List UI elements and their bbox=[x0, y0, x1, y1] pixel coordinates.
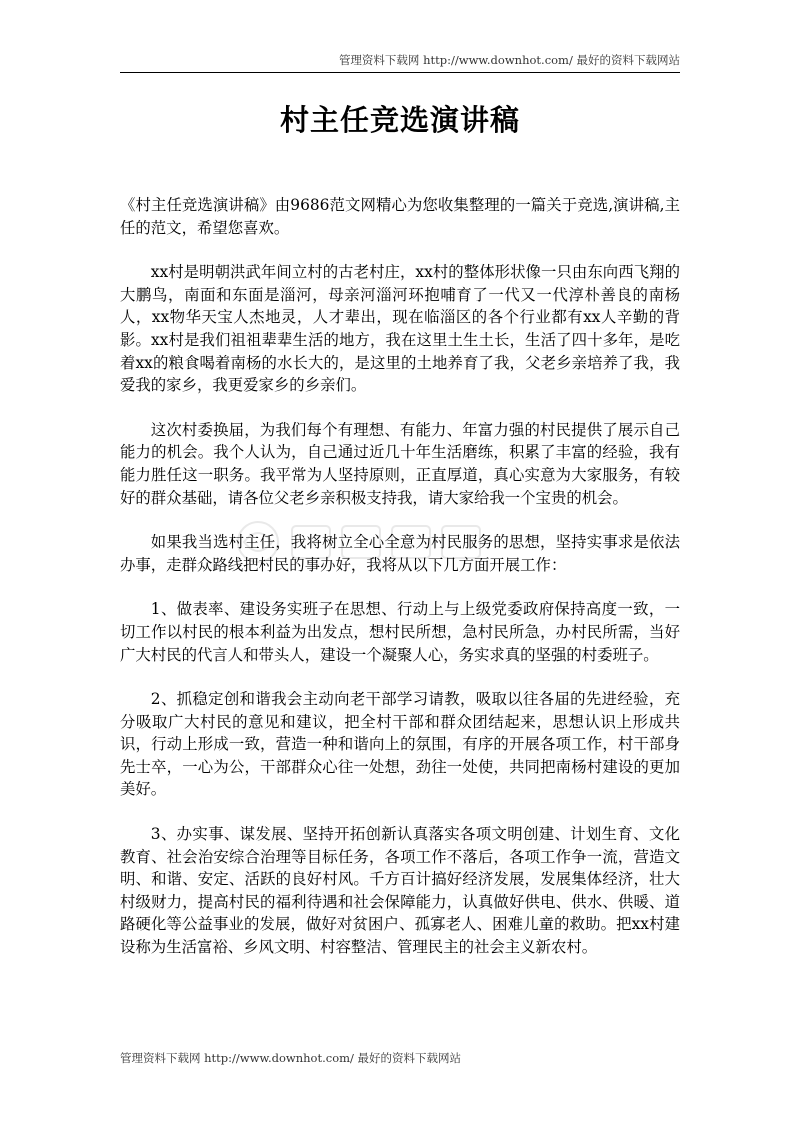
footer-text: 管理资料下载网 http://www.downhot.com/ 最好的资料下载网站 bbox=[120, 1051, 462, 1065]
body-paragraph: xx村是明朝洪武年间立村的古老村庄，xx村的整体形状像一只由东向西飞翔的大鹏鸟，南面和东面是淄河，母亲河淄河环抱哺育了一代又一代淳朴善良的南杨人，xx物华天宝人杰地灵，人才辈出，现在临淄区的各个行业都有xx人辛勤的背影。xx村是我们祖祖辈辈生活的地方，我在这里土生土长，生活了四十多年，是吃着xx的粮食喝着南杨的水长大的，是这里的土地养育了我，父老乡亲培养了我，我爱我的家乡，我更爱家乡的乡亲们。 bbox=[120, 263, 680, 395]
body-paragraph: 如果我当选村主任，我将树立全心全意为村民服务的思想，坚持实事求是依法办事，走群众路线把村民的事办好，我将从以下几方面开展工作： bbox=[120, 533, 680, 574]
page-header bbox=[120, 52, 680, 73]
body-paragraph: 2、抓稳定创和谐我会主动向老干部学习请教，吸取以往各届的先进经验，充分吸取广大村民的意见和建议，把全村干部和群众团结起来，思想认识上形成共识，行动上形成一致，营造一种和谐向上的氛围，有序的开展各项工作，村干部身先士卒，一心为公，干部群众心往一处想，劲往一处使，共同把南杨村建设的更加美好。 bbox=[120, 690, 680, 799]
header-text: 管理资料下载网 http://www.downhot.com/ 最好的资料下载网站 bbox=[338, 53, 680, 67]
document-title: 村主任竞选演讲稿 bbox=[279, 103, 520, 137]
body-paragraph: 3、办实事、谋发展、坚持开拓创新认真落实各项文明创建、计划生育、文化教育、社会治安综合治理等目标任务，各项工作不落后，各项工作争一流，营造文明、和谐、安定、活跃的良好村风。千方百计搞好经济发展，发展集体经济，壮大村级财力，提高村民的福利待遇和社会保障能力，认真做好供电、供水、供暖、道路硬化等公益事业的发展，做好对贫困户、孤寡老人、困难儿童的救助。把xx村建设称为生活富裕、乡风文明、村容整洁、管理民主的社会主义新农村。 bbox=[120, 825, 680, 957]
body-paragraph: 1、做表率、建设务实班子在思想、行动上与上级党委政府保持高度一致，一切工作以村民的根本利益为出发点，想村民所想，急村民所急，办村民所需，当好广大村民的代言人和带头人，建设一个凝聚人心，务实求真的坚强的村委班子。 bbox=[120, 600, 680, 664]
document-body bbox=[120, 194, 680, 981]
intro-paragraph: 《村主任竞选演讲稿》由9686范文网精心为您收集整理的一篇关于竞选,演讲稿,主任的范文，希望您喜欢。 bbox=[120, 196, 680, 237]
body-paragraph: 这次村委换届，为我们每个有理想、有能力、年富力强的村民提供了展示自己能力的机会。我个人认为，自己通过近几十年生活磨练，积累了丰富的经验，我有能力胜任这一职务。我平常为人坚持原则，正直厚道，真心实意为大家服务，有较好的群众基础，请各位父老乡亲积极支持我，请大家给我一个宝贵的机会。 bbox=[120, 420, 680, 507]
page-footer bbox=[120, 1050, 680, 1066]
